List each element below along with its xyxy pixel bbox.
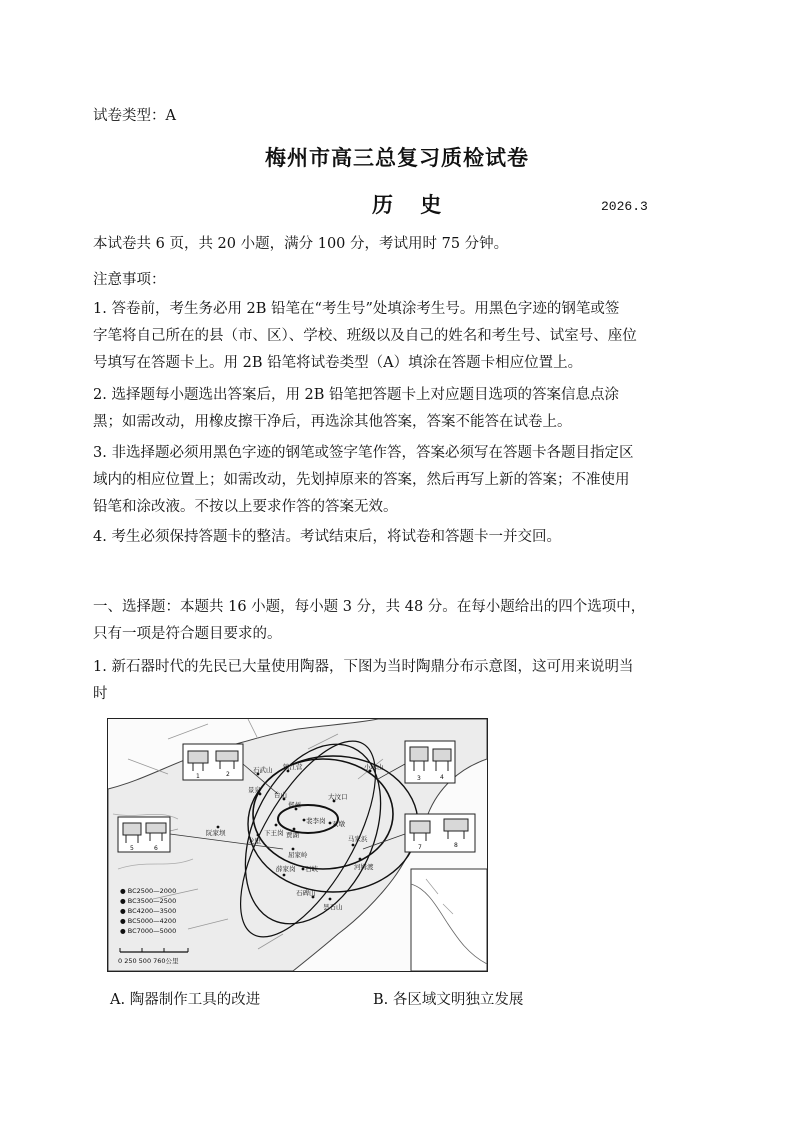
- notice-line: 铅笔和涂改液。不按以上要求作答的答案无效。: [93, 499, 398, 515]
- notice-line: 4. 考生必须保持答题卡的整洁。考试结束后，将试卷和答题卡一并交回。: [93, 529, 561, 545]
- svg-text:双墩: 双墩: [332, 820, 345, 828]
- notice-item-1: [93, 296, 698, 377]
- notice-line: 2. 选择题每小题选出答案后，用 2B 铅笔把答题卡上对应题目选项的答案信息点涂: [93, 387, 620, 403]
- svg-text:小珠山: 小珠山: [364, 763, 384, 771]
- svg-text:● BC3500—2500: ● BC3500—2500: [120, 897, 177, 905]
- svg-text:大汶口: 大汶口: [328, 793, 348, 801]
- svg-text:1: 1: [196, 773, 200, 780]
- question-line: 1. 新石器时代的先民已大量使用陶器，下图为当时陶鼎分布示意图，这可用来说明当: [93, 659, 634, 675]
- exam-title: 梅州市高三总复习质检试卷: [265, 146, 529, 170]
- svg-text:2: 2: [226, 771, 230, 778]
- svg-text:屈家岭: 屈家岭: [288, 851, 308, 859]
- svg-text:裴李岗: 裴李岗: [306, 817, 326, 825]
- option-a: A. 陶器制作工具的改进: [110, 992, 261, 1008]
- section-line: 一、选择题：本题共 16 小题，每小题 3 分，共 48 分。在每小题给出的四个选项中，: [93, 599, 646, 615]
- svg-text:台山: 台山: [274, 791, 287, 799]
- svg-text:石峡: 石峡: [305, 865, 318, 873]
- notice-line: 域内的相应位置上；如需改动，先划掉原来的答案，然后再写上新的答案；不准使用: [93, 472, 630, 488]
- svg-text:石碑山: 石碑山: [296, 889, 316, 897]
- svg-text:5: 5: [130, 845, 134, 852]
- svg-text:0 250 500 760公里: 0 250 500 760公里: [118, 957, 179, 965]
- svg-text:河姆渡: 河姆渡: [354, 863, 374, 871]
- svg-text:8: 8: [454, 842, 458, 849]
- svg-text:镇江营: 镇江营: [283, 763, 303, 771]
- svg-text:下王岗: 下王岗: [264, 829, 284, 837]
- section-line: 只有一项是符合题目要求的。: [93, 626, 282, 642]
- svg-text:薛家岗: 薛家岗: [276, 865, 296, 873]
- svg-text:● BC7000—5000: ● BC7000—5000: [120, 927, 177, 935]
- notice-line: 3. 非选择题必须用黑色字迹的钢笔或签字笔作答，答案必须写在答题卡各题目指定区: [93, 445, 634, 461]
- svg-text:6: 6: [154, 845, 158, 852]
- svg-text:郑州: 郑州: [288, 801, 301, 809]
- svg-text:昙石山: 昙石山: [323, 903, 343, 911]
- question-line: 时: [93, 686, 108, 702]
- svg-text:龙里: 龙里: [248, 837, 261, 845]
- svg-text:● BC5000—4200: ● BC5000—4200: [120, 917, 177, 925]
- notice-line: 号填写在答题卡上。用 2B 铅笔将试卷类型（A）填涂在答题卡相应位置上。: [93, 355, 583, 371]
- pottery-ding-distribution-map: [107, 718, 488, 972]
- notice-line: 字笔将自己所在的县（市、区）、学校、班级以及自己的姓名和考生号、试室号、座位: [93, 328, 637, 344]
- svg-text:阮家坝: 阮家坝: [206, 829, 226, 837]
- paper-type: 试卷类型：A: [93, 108, 176, 124]
- notice-line: 1. 答卷前，考生务必用 2B 铅笔在“考生号”处填涂考生号。用黑色字迹的钢笔或签: [93, 301, 620, 317]
- exam-intro: 本试卷共 6 页，共 20 小题，满分 100 分，考试用时 75 分钟。: [93, 236, 509, 252]
- subject-title: 历 史: [372, 193, 452, 217]
- svg-text:马家浜: 马家浜: [348, 835, 368, 843]
- notice-item-4: [93, 524, 698, 551]
- svg-text:4: 4: [440, 774, 444, 781]
- svg-text:7: 7: [418, 844, 422, 851]
- svg-text:贾湖: 贾湖: [286, 831, 299, 839]
- question-1-stem: [93, 654, 698, 708]
- section-one-heading: [93, 594, 698, 648]
- notice-title: 注意事项：: [93, 272, 166, 288]
- option-b: B. 各区域文明独立发展: [373, 992, 524, 1008]
- notice-item-3: [93, 440, 698, 521]
- svg-text:● BC2500—2000: ● BC2500—2000: [120, 887, 177, 895]
- exam-date: 2026.3: [601, 199, 648, 214]
- svg-text:石武山: 石武山: [253, 766, 273, 774]
- svg-text:● BC4200—3500: ● BC4200—3500: [120, 907, 177, 915]
- notice-item-2: [93, 382, 698, 436]
- svg-text:景泉: 景泉: [248, 786, 261, 794]
- notice-line: 黑；如需改动，用橡皮擦干净后，再选涂其他答案，答案不能答在试卷上。: [93, 414, 572, 430]
- svg-text:3: 3: [417, 775, 421, 782]
